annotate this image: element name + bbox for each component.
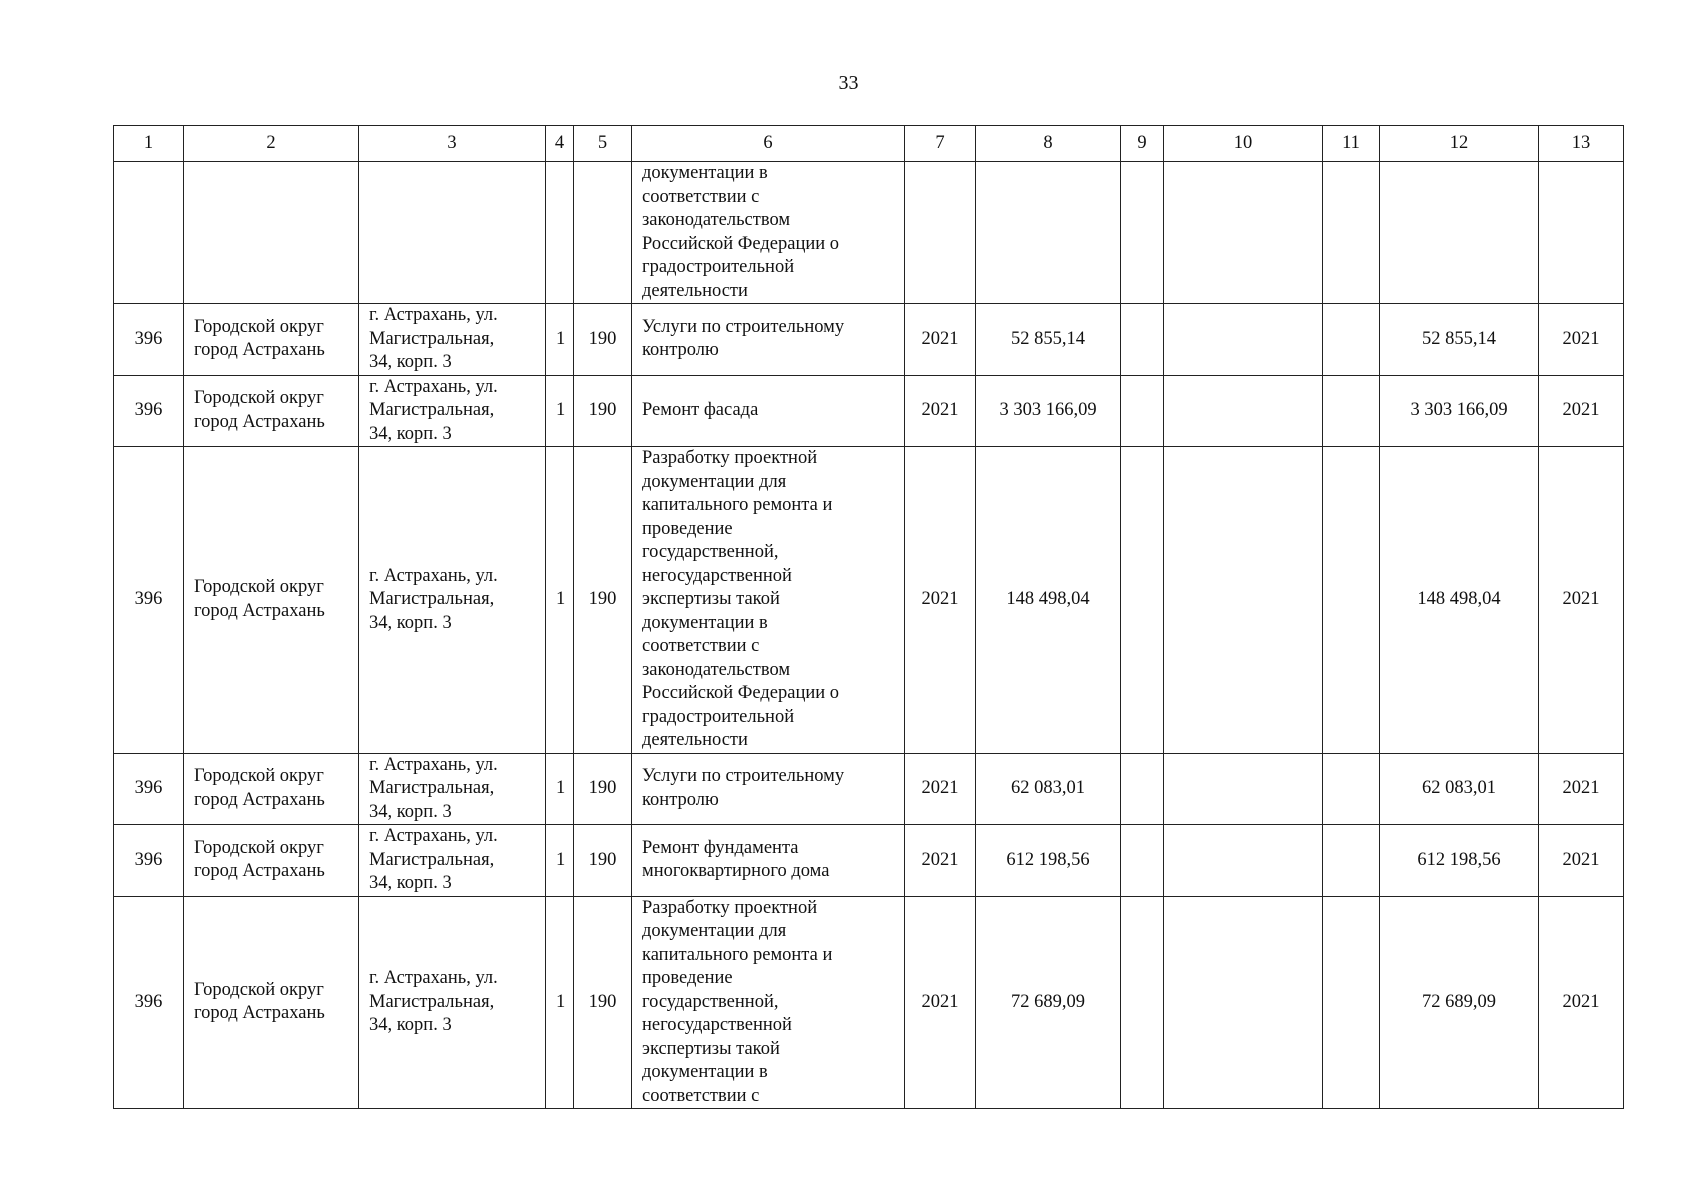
service-cell-line: проведение xyxy=(642,518,733,539)
column-4-cell: 1 xyxy=(546,304,574,376)
column-5-cell: 190 xyxy=(574,304,632,376)
completion-year-cell: 2021 xyxy=(1539,896,1624,1109)
address-cell xyxy=(359,375,546,447)
address-cell-line: Магистральная, xyxy=(369,849,495,870)
column-9-cell xyxy=(1121,896,1164,1109)
column-9-cell xyxy=(1121,447,1164,754)
service-cell-line: государственной, xyxy=(642,542,779,562)
address-cell-line: г. Астрахань, ул. xyxy=(369,826,498,846)
municipality-cell-line: Городской округ xyxy=(194,577,324,598)
column-10-cell xyxy=(1164,162,1323,304)
municipality-cell xyxy=(184,753,359,825)
municipality-cell-line: город Астрахань xyxy=(194,340,325,361)
address-cell-line: г. Астрахань, ул. xyxy=(369,305,498,325)
service-cell-line: Разработку проектной xyxy=(642,448,818,468)
municipality-cell xyxy=(184,825,359,897)
table-body xyxy=(114,162,1624,1109)
address-cell-line: Магистральная, xyxy=(369,589,495,609)
completion-year-cell: 2021 xyxy=(1539,753,1624,825)
column-header: 5 xyxy=(574,126,632,162)
service-cell xyxy=(632,162,905,304)
table-row xyxy=(114,375,1624,447)
total-cell: 62 083,01 xyxy=(1380,753,1539,825)
year-cell: 2021 xyxy=(905,375,976,447)
service-cell-line: документации в xyxy=(642,612,768,633)
column-11-cell xyxy=(1323,447,1380,754)
row-number: 396 xyxy=(114,753,184,825)
service-cell xyxy=(632,896,905,1109)
total-cell: 612 198,56 xyxy=(1380,825,1539,897)
cost-cell: 3 303 166,09 xyxy=(976,375,1121,447)
address-cell xyxy=(359,825,546,897)
service-cell-line: градостроительной xyxy=(642,257,795,277)
service-cell-line: деятельности xyxy=(642,280,748,301)
table-row xyxy=(114,825,1624,897)
service-cell-line: соответствии с xyxy=(642,1085,760,1106)
column-11-cell xyxy=(1323,896,1380,1109)
service-cell-line: контролю xyxy=(642,789,719,810)
service-cell-line: капитального ремонта и xyxy=(642,495,833,515)
address-cell xyxy=(359,753,546,825)
service-cell-line: Российской Федерации о xyxy=(642,233,840,254)
service-cell-line: контролю xyxy=(642,340,719,361)
year-cell: 2021 xyxy=(905,304,976,376)
year-cell: 2021 xyxy=(905,825,976,897)
service-cell-line: градостроительной xyxy=(642,706,795,727)
column-11-cell xyxy=(1323,375,1380,447)
municipality-cell-line: Городской округ xyxy=(194,766,324,787)
total-cell: 52 855,14 xyxy=(1380,304,1539,376)
completion-year-cell: 2021 xyxy=(1539,304,1624,376)
column-5-cell: 190 xyxy=(574,753,632,825)
completion-year-cell: 2021 xyxy=(1539,447,1624,754)
year-cell: 2021 xyxy=(905,896,976,1109)
address-cell xyxy=(359,447,546,754)
municipality-cell-line: город Астрахань xyxy=(194,600,325,621)
service-cell-line: Разработку проектной xyxy=(642,897,818,918)
municipality-cell xyxy=(184,375,359,447)
address-cell-line: г. Астрахань, ул. xyxy=(369,968,498,988)
cost-cell: 62 083,01 xyxy=(976,753,1121,825)
service-cell-line: Услуги по строительному xyxy=(642,316,845,337)
column-4-cell: 1 xyxy=(546,753,574,825)
column-10-cell xyxy=(1164,304,1323,376)
service-cell xyxy=(632,753,905,825)
row-number xyxy=(114,162,184,304)
register-table xyxy=(113,125,1624,1109)
municipality-cell-line: город Астрахань xyxy=(194,411,325,432)
municipality-cell-line: город Астрахань xyxy=(194,789,325,810)
column-9-cell xyxy=(1121,375,1164,447)
column-9-cell xyxy=(1121,304,1164,376)
column-header: 10 xyxy=(1164,126,1323,162)
address-cell-line: 34, корп. 3 xyxy=(369,1015,452,1035)
page-number: 33 xyxy=(838,72,859,94)
column-11-cell xyxy=(1323,162,1380,304)
column-10-cell xyxy=(1164,825,1323,897)
municipality-cell-line: город Астрахань xyxy=(194,1003,325,1024)
service-cell-line: документации для xyxy=(642,471,787,492)
column-header: 6 xyxy=(632,126,905,162)
table-row xyxy=(114,162,1624,304)
municipality-cell xyxy=(184,162,359,304)
column-9-cell xyxy=(1121,162,1164,304)
column-10-cell xyxy=(1164,896,1323,1109)
total-cell: 3 303 166,09 xyxy=(1380,375,1539,447)
service-cell xyxy=(632,447,905,754)
service-cell-line: соответствии с xyxy=(642,636,760,656)
table-row xyxy=(114,447,1624,754)
service-cell-line: экспертизы такой xyxy=(642,589,780,609)
column-9-cell xyxy=(1121,753,1164,825)
service-cell-line: экспертизы такой xyxy=(642,1038,780,1059)
column-11-cell xyxy=(1323,753,1380,825)
table-row xyxy=(114,304,1624,376)
service-cell-line: Ремонт фундамента xyxy=(642,837,799,858)
cost-cell: 148 498,04 xyxy=(976,447,1121,754)
address-cell xyxy=(359,162,546,304)
table-row xyxy=(114,896,1624,1109)
year-cell: 2021 xyxy=(905,753,976,825)
column-header: 1 xyxy=(114,126,184,162)
total-cell xyxy=(1380,162,1539,304)
cost-cell: 612 198,56 xyxy=(976,825,1121,897)
year-cell xyxy=(905,162,976,304)
column-5-cell xyxy=(574,162,632,304)
column-11-cell xyxy=(1323,304,1380,376)
total-cell: 72 689,09 xyxy=(1380,896,1539,1109)
service-cell-line: соответствии с xyxy=(642,186,760,207)
row-number: 396 xyxy=(114,896,184,1109)
address-cell-line: г. Астрахань, ул. xyxy=(369,376,498,397)
cost-cell xyxy=(976,162,1121,304)
completion-year-cell: 2021 xyxy=(1539,375,1624,447)
column-header: 11 xyxy=(1323,126,1380,162)
year-cell: 2021 xyxy=(905,447,976,754)
service-cell xyxy=(632,304,905,376)
row-number: 396 xyxy=(114,447,184,754)
service-cell-line: негосударственной xyxy=(642,1015,792,1035)
service-cell-line: Ремонт фасада xyxy=(642,400,759,420)
address-cell-line: 34, корп. 3 xyxy=(369,423,452,444)
municipality-cell-line: город Астрахань xyxy=(194,861,325,882)
row-number: 396 xyxy=(114,375,184,447)
column-header: 13 xyxy=(1539,126,1624,162)
municipality-cell-line: Городской округ xyxy=(194,388,324,409)
address-cell-line: 34, корп. 3 xyxy=(369,801,452,822)
service-cell-line: Услуги по строительному xyxy=(642,766,845,787)
column-4-cell: 1 xyxy=(546,825,574,897)
column-header: 2 xyxy=(184,126,359,162)
service-cell-line: проведение xyxy=(642,968,733,988)
municipality-cell-line: Городской округ xyxy=(194,316,324,337)
column-10-cell xyxy=(1164,753,1323,825)
column-4-cell: 1 xyxy=(546,447,574,754)
address-cell-line: Магистральная, xyxy=(369,991,495,1012)
service-cell-line: документации в xyxy=(642,1062,768,1082)
address-cell-line: 34, корп. 3 xyxy=(369,352,452,372)
service-cell-line: негосударственной xyxy=(642,565,792,586)
service-cell-line: документации в xyxy=(642,163,768,183)
column-5-cell: 190 xyxy=(574,375,632,447)
address-cell-line: Магистральная, xyxy=(369,328,495,349)
service-cell-line: капитального ремонта и xyxy=(642,944,833,965)
address-cell-line: г. Астрахань, ул. xyxy=(369,754,498,775)
service-cell-line: законодательством xyxy=(642,659,791,680)
service-cell xyxy=(632,825,905,897)
address-cell-line: Магистральная, xyxy=(369,778,495,798)
cost-cell: 72 689,09 xyxy=(976,896,1121,1109)
address-cell-line: 34, корп. 3 xyxy=(369,873,452,893)
completion-year-cell: 2021 xyxy=(1539,825,1624,897)
completion-year-cell xyxy=(1539,162,1624,304)
column-11-cell xyxy=(1323,825,1380,897)
service-cell-line: Российской Федерации о xyxy=(642,683,840,703)
column-header: 8 xyxy=(976,126,1121,162)
column-header: 9 xyxy=(1121,126,1164,162)
column-header: 7 xyxy=(905,126,976,162)
service-cell-line: государственной, xyxy=(642,991,779,1012)
column-4-cell: 1 xyxy=(546,375,574,447)
header-row xyxy=(114,126,1624,162)
service-cell-line: деятельности xyxy=(642,730,748,750)
column-header: 12 xyxy=(1380,126,1539,162)
cost-cell: 52 855,14 xyxy=(976,304,1121,376)
service-cell-line: многоквартирного дома xyxy=(642,861,830,882)
total-cell: 148 498,04 xyxy=(1380,447,1539,754)
column-header: 3 xyxy=(359,126,546,162)
address-cell xyxy=(359,304,546,376)
address-cell-line: г. Астрахань, ул. xyxy=(369,565,498,586)
column-10-cell xyxy=(1164,375,1323,447)
row-number: 396 xyxy=(114,825,184,897)
column-header: 4 xyxy=(546,126,574,162)
address-cell-line: Магистральная, xyxy=(369,400,495,420)
column-10-cell xyxy=(1164,447,1323,754)
row-number: 396 xyxy=(114,304,184,376)
address-cell xyxy=(359,896,546,1109)
column-4-cell xyxy=(546,162,574,304)
municipality-cell-line: Городской округ xyxy=(194,837,324,858)
column-5-cell: 190 xyxy=(574,447,632,754)
column-5-cell: 190 xyxy=(574,896,632,1109)
column-9-cell xyxy=(1121,825,1164,897)
service-cell xyxy=(632,375,905,447)
municipality-cell-line: Городской округ xyxy=(194,979,324,1000)
address-cell-line: 34, корп. 3 xyxy=(369,612,452,633)
service-cell-line: документации для xyxy=(642,921,787,941)
municipality-cell xyxy=(184,304,359,376)
municipality-cell xyxy=(184,447,359,754)
service-cell-line: законодательством xyxy=(642,210,791,230)
municipality-cell xyxy=(184,896,359,1109)
column-5-cell: 190 xyxy=(574,825,632,897)
column-4-cell: 1 xyxy=(546,896,574,1109)
table-row xyxy=(114,753,1624,825)
